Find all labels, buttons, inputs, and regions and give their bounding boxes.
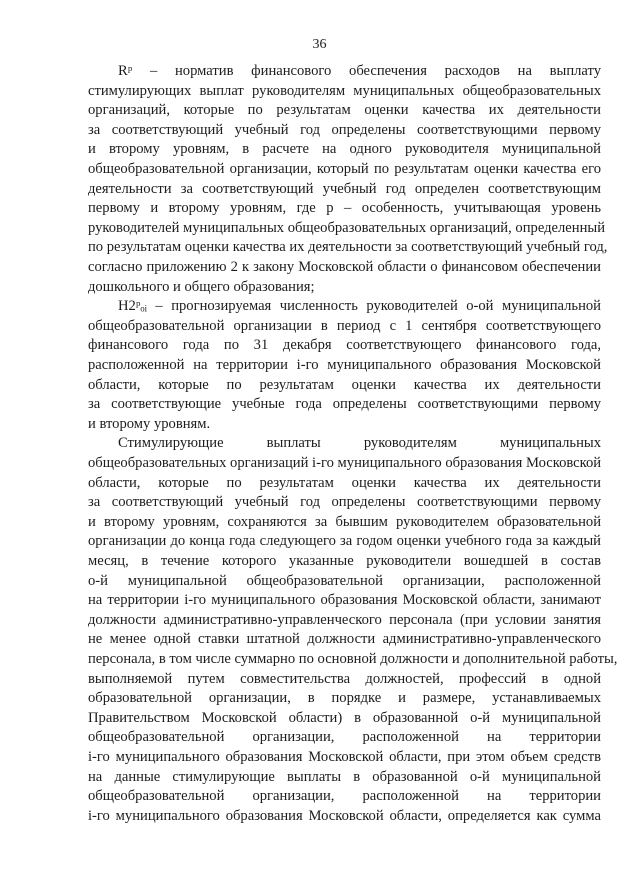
text-line: и второму уровням, в расчете на одного руководителя муниципальной <box>88 141 601 158</box>
text-line: Rᵖ – норматив финансового обеспечения расходов на выплату <box>118 63 601 79</box>
text-line: общеобразовательной организации, расположенной на территории <box>88 729 601 746</box>
text-line: организации до конца года следующего за годом оценки учебного года за каждый <box>88 533 601 550</box>
text-line: за соответствующий учебный год определены соответствующими первому <box>88 494 601 511</box>
text-line: за соответствующий учебный год определены соответствующими первому <box>88 121 601 138</box>
text-line: по результатам оценки качества их деятельности за соответствующий учебный год, <box>88 239 608 256</box>
text-line: Правительством Московской области) в образованной о-й муниципальной <box>88 709 601 726</box>
text-line: и второму уровням, сохраняются за бывшим руководителем образовательной <box>88 513 601 530</box>
text-line: области, которые по результатам оценки качества их деятельности <box>88 474 601 491</box>
text-line: должности административно-управленческого персонала (при условии занятия <box>88 611 601 628</box>
text-line: стимулирующих выплат руководителям муниципальных общеобразовательных <box>88 82 601 99</box>
text-line: деятельности за соответствующий учебный год определен соответствующим <box>88 180 601 197</box>
text-line: выполняемой путем совместительства должностей, профессий в одной <box>88 670 601 687</box>
text-line: на данные стимулирующие выплаты в образованной о-й муниципальной <box>88 768 601 785</box>
text-line: общеобразовательной организации, который по результатам оценки качества его <box>88 161 601 177</box>
text-line: организаций, которые по результатам оценки качества их деятельности <box>88 102 601 119</box>
text-line: Стимулирующие выплаты руководителям муниципальных <box>118 435 601 452</box>
text-line: и второму уровням. <box>88 415 211 432</box>
text-line: согласно приложению 2 к закону Московской области о финансовом обеспечении <box>88 259 601 275</box>
text-line: руководителей муниципальных общеобразовательных организаций, определенный <box>88 219 606 236</box>
text-line: финансового года по 31 декабря соответствующего финансового года, <box>88 337 601 354</box>
text-line: общеобразовательной организации в период с 1 сентября соответствующего <box>88 317 601 334</box>
text-line: на территории i-го муниципального образования Московской области, занимают <box>88 592 601 609</box>
text-line: о-й муниципальной общеобразовательной организации, расположенной <box>88 572 601 589</box>
text-line: персонала, в том числе суммарно по основной должности и дополнительной работы, <box>88 651 618 667</box>
text-line: месяц, в течение которого указанные руководители вошедшей в состав <box>88 553 601 569</box>
page-number: 36 <box>312 37 327 52</box>
text-line: общеобразовательных организаций i-го муниципального образования Московской <box>88 455 602 471</box>
text-line: дошкольного и общего образования; <box>88 278 315 295</box>
text-line: не менее одной ставки штатной должности административно-управленческого <box>88 631 601 648</box>
text-line: i-го муниципального образования Московской области, при этом объем средств <box>88 749 601 765</box>
text-line: i-го муниципального образования Московской области, определяется как сумма <box>88 807 601 824</box>
text-line: образовательной организации, в порядке и размере, устанавливаемых <box>88 690 601 707</box>
text-line: Н2ᵖₒᵢ – прогнозируемая численность руководителей о-ой муниципальной <box>118 298 601 315</box>
text-line: первому и второму уровням, где p – особенность, учитывающая уровень <box>88 200 601 217</box>
text-line: области, которые по результатам оценки качества их деятельности <box>88 376 601 393</box>
text-line: расположенной на территории i-го муниципального образования Московской <box>88 357 601 373</box>
text-line: общеобразовательной организации, расположенной на территории <box>88 788 601 805</box>
text-line: за соответствующие учебные года определены соответствующими первому <box>88 396 601 413</box>
